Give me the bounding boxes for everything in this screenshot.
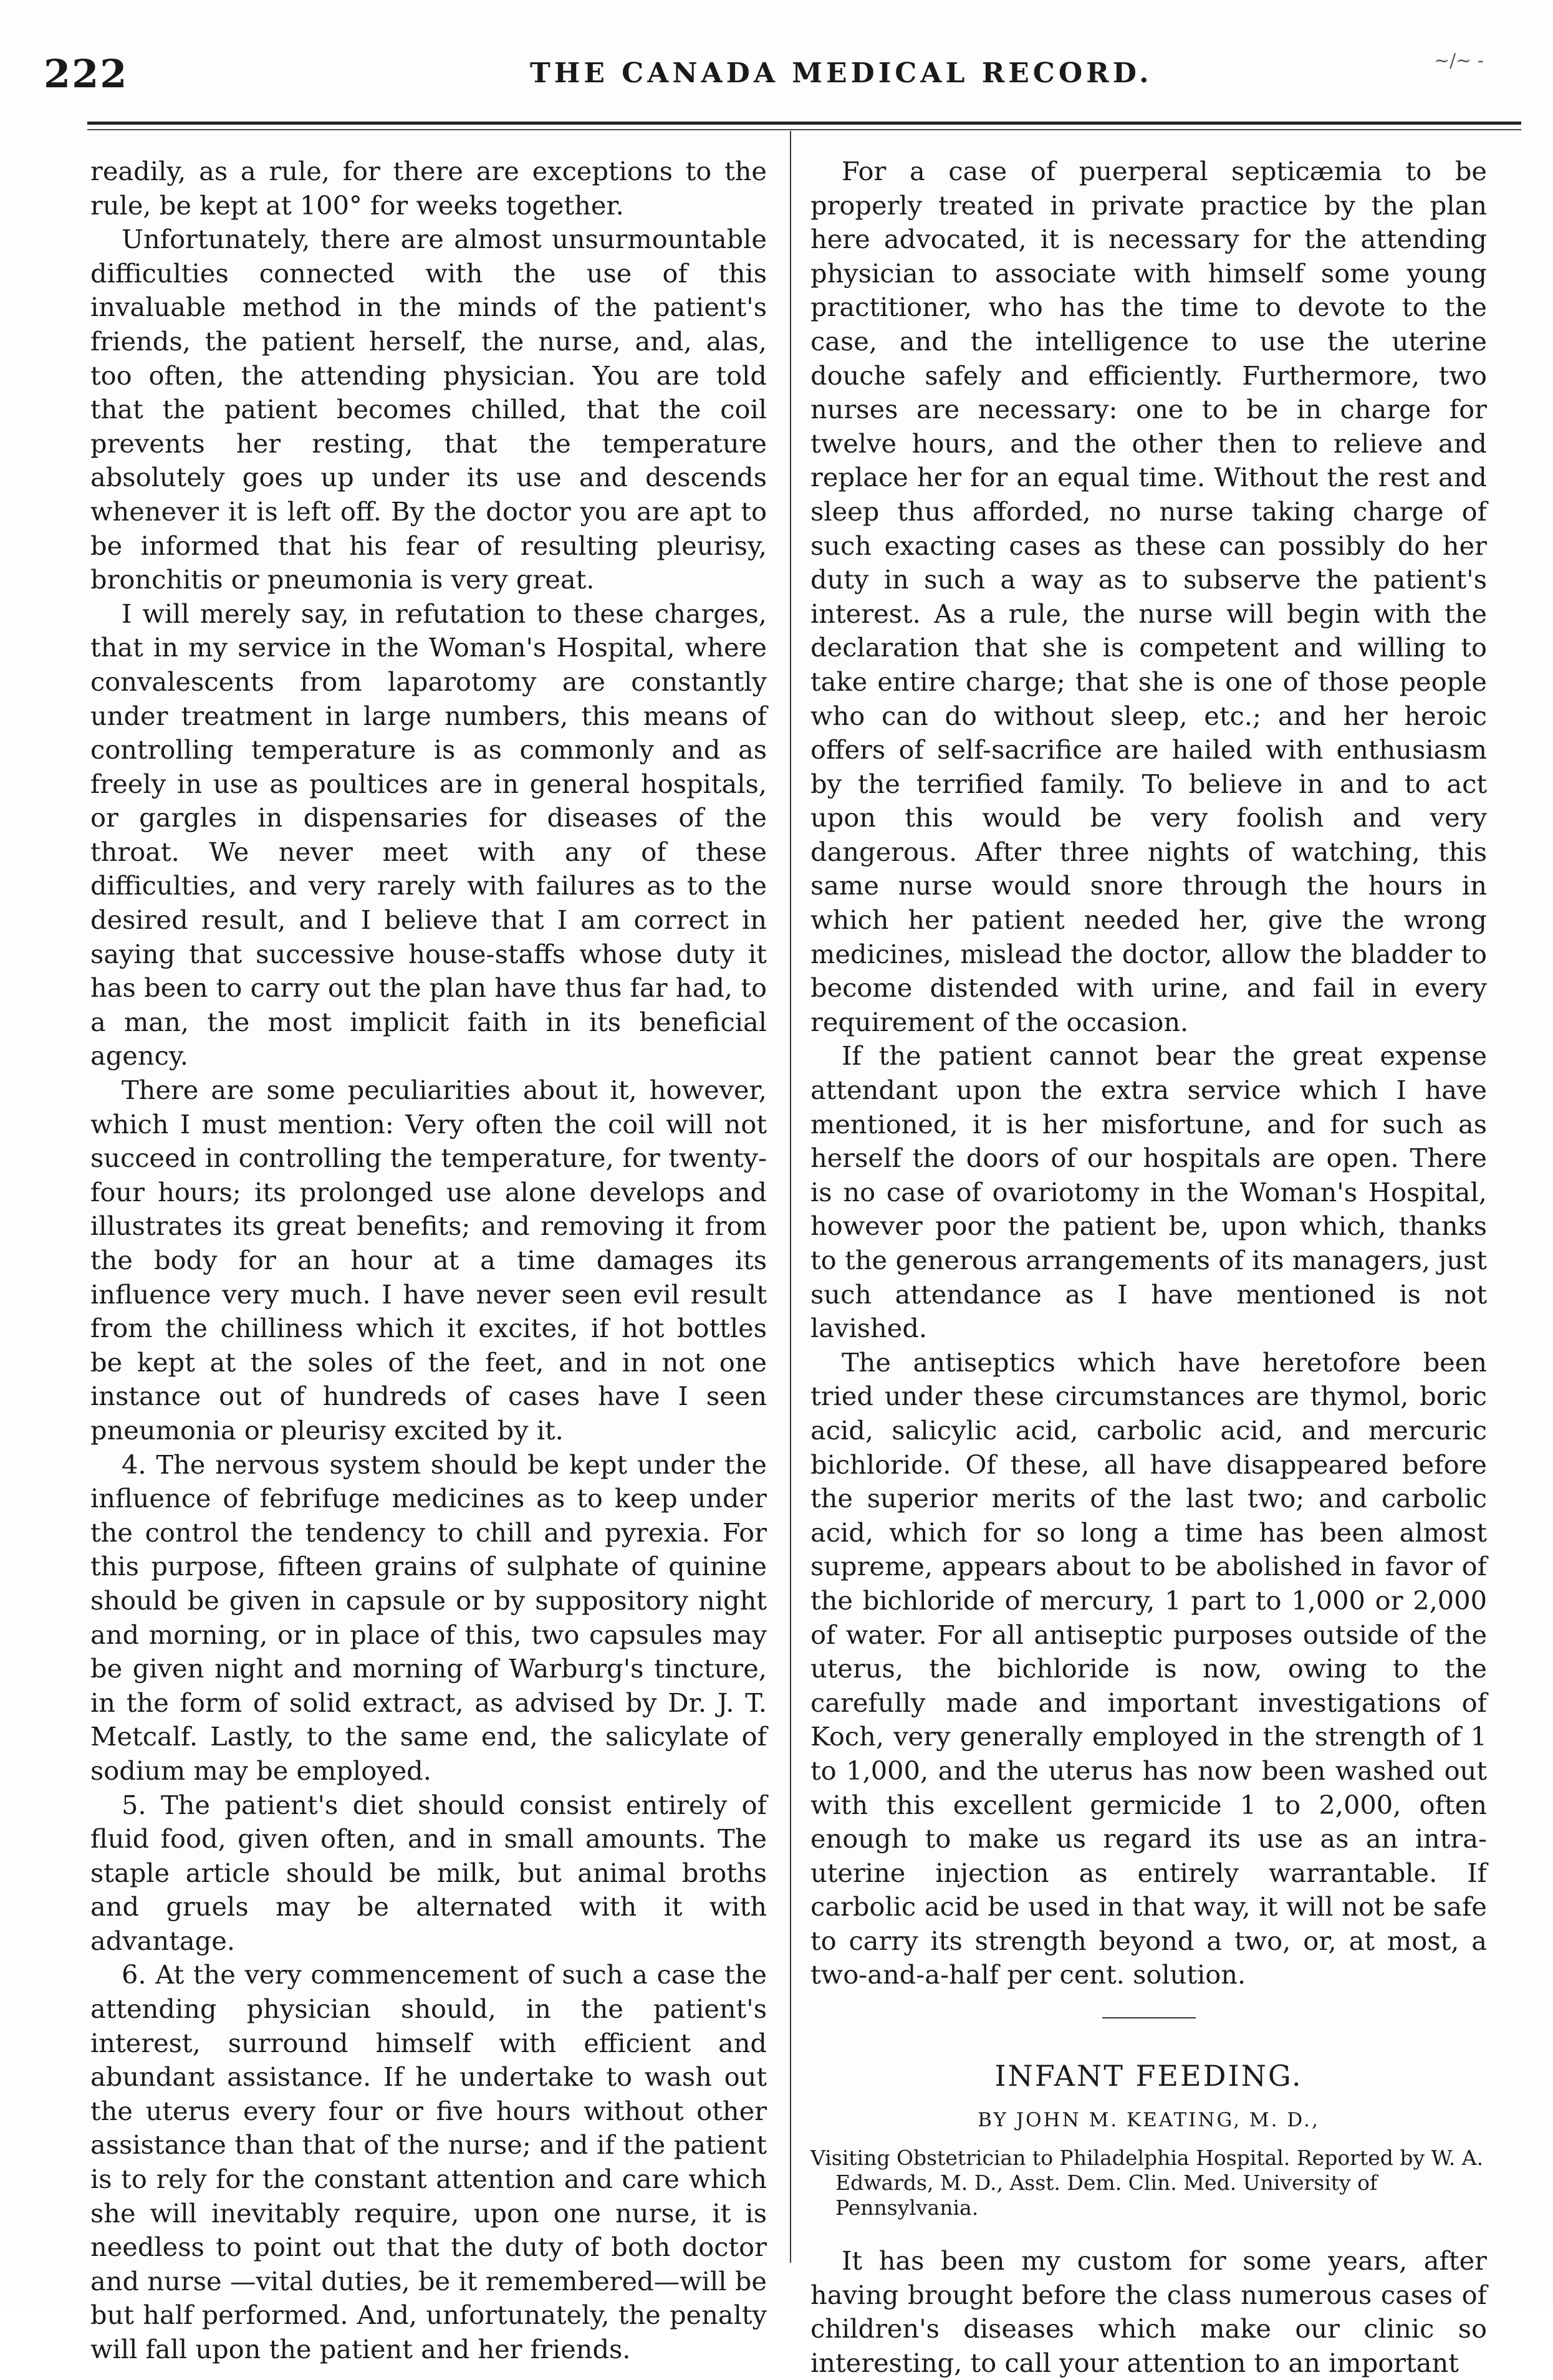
paragraph: There are some peculiarities about it, however, which I must mention: Very often the coil will not succeed in controlling the temperature, for twenty-four hours; its prolonged use alone develops and illustrates its great benefits; and removing it from the body for an hour at a time damages its influence very much. I have never seen evil result from the chilliness which it excites, if hot bottles be kept at the soles of the feet, and in not one instance out of hundreds of cases have I seen pneumonia or pleurisy excited by it. — [90, 1075, 767, 1446]
article-byline: BY JOHN M. KEATING, M. D., — [978, 2109, 1320, 2132]
paragraph: 6. At the very commencement of such a case the attending physician should, in the patient's interest, surround himself with efficient and abundant assistance. If he undertake to wash out the uterus every four or five hours without other assistance than that of the nurse; and if the patient is to rely for the constant attention and care which she will inevitably require, upon one nurse, it is needless to point out that the duty of both doctor and nurse —vital duties, be it remembered—will be but half performed. And, unfortunately, the penalty will fall upon the patient and her friends. — [90, 1959, 767, 2364]
page-header — [44, 44, 1490, 112]
paragraph: For a case of puerperal septicæmia to be properly treated in private practice by the plan here advocated, it is necessary for the attending physician to associate with himself some young practitioner, who has the time to devote to the case, and the intelligence to use the uterine douche safely and efficiently. Furthermore, two nurses are necessary: one to be in charge for twelve hours, and the other then to relieve and replace her for an equal time. Without the rest and sleep thus afforded, no nurse taking charge of such exacting cases as these can possibly do her duty in such a way as to subserve the patient's interest. As a rule, the nurse will begin with the declaration that she is competent and willing to take entire charge; that she is one of those people who can do without sleep, etc.; and her heroic offers of self-sacrifice are hailed with enthusiasm by the terrified family. To believe in and to act upon this would be very foolish and very dangerous. After three nights of watching, this same nurse would snore through the hours in which her patient needed her, give the wrong medicines, mislead the doctor, allow the bladder to become distended with urine, and fail in every requirement of the occasion. — [810, 156, 1487, 1037]
paragraph: readily, as a rule, for there are exceptions to the rule, be kept at 100° for weeks together. — [90, 156, 767, 221]
running-title: THE CANADA MEDICAL RECORD. — [530, 57, 1153, 89]
corner-mark: ~/~ - — [1433, 50, 1484, 72]
section-separator — [1102, 2017, 1196, 2018]
column-divider — [790, 131, 791, 2263]
article-title: INFANT FEEDING. — [994, 2059, 1303, 2093]
paragraph: The antiseptics which have heretofore been tried under these circumstances are thymol, boric acid, salicylic acid, carbolic acid, and mercuric bichloride. Of these, all have disappeared before the superior merits of the last two; and carbolic acid, which for so long a time has been almost supreme, appears about to be abolished in favor of the bichloride of mercury, 1 part to 1,000 or 2,000 of water. For all antiseptic purposes outside of the uterus, the bichloride is now, owing to the carefully made and important investigations of Koch, very generally employed in the strength of 1 to 1,000, and the uterus has now been washed out with this excellent germicide 1 to 2,000, often enough to make us regard its use as an intra-uterine injection as entirely warrantable. If carbolic acid be used in that way, it will not be safe to carry its strength beyond a two, or, at most, a two-and-a-half per cent. solution. — [810, 1346, 1487, 1990]
paragraph: I will merely say, in refutation to these charges, that in my service in the Woman's Hospital, where convalescents from laparotomy are constantly under treatment in large numbers, this means of controlling temperature is as commonly and as freely in use as poultices are in general hospitals, or gargles in dispensaries for diseases of the throat. We never meet with any of these difficulties, and very rarely with failures as to the desired result, and I believe that I am correct in saying that successive house-staffs whose duty it has been to carry out the plan have thus far had, to a man, the most implicit faith in its beneficial agency. — [90, 598, 767, 1072]
header-rule — [87, 122, 1521, 125]
left-column — [90, 155, 767, 2367]
right-column — [810, 155, 1487, 2380]
page-number: 222 — [44, 51, 128, 97]
paragraph: If the patient cannot bear the great expense attendant upon the extra service which I have mentioned, it is her misfortune, and for such as herself the doors of our hospitals are open. There is no case of ovariotomy in the Woman's Hospital, however poor the patient be, upon which, thanks to the generous arrangements of its managers, just such attendance as I have mentioned is not lavished. — [810, 1040, 1487, 1344]
paragraph: Unfortunately, there are almost unsurmountable difficulties connected with the use of this invaluable method in the minds of the patient's friends, the patient herself, the nurse, and, alas, too often, the attending physician. You are told that the patient becomes chilled, that the coil prevents her resting, that the temperature absolutely goes up under its use and descends whenever it is left off. By the doctor you are apt to be informed that his fear of resulting pleurisy, bronchitis or pneumonia is very great. — [90, 224, 767, 595]
paragraph: It has been my custom for some years, after having brought before the class numerous cases of children's diseases which make our clinic so interesting, to call your attention to an important — [810, 2245, 1487, 2378]
article-affiliation: Visiting Obstetrician to Philadelphia Hospital. Reported by W. A. Edwards, M. D., Asst. Dem. Clin. Med. University of Pennsylvania. — [810, 2146, 1484, 2220]
paragraph: 5. The patient's diet should consist entirely of fluid food, given often, and in small amounts. The staple article should be milk, but animal broths and gruels may be alternated with it with advantage. — [90, 1789, 767, 1956]
header-rule-thin — [87, 129, 1521, 130]
paragraph: 4. The nervous system should be kept under the influence of febrifuge medicines as to keep under the control the tendency to chill and pyrexia. For this purpose, fifteen grains of sulphate of quinine should be given in capsule or by suppository night and morning, or in place of this, two capsules may be given night and morning of Warburg's tincture, in the form of solid extract, as advised by Dr. J. T. Metcalf. Lastly, to the same end, the salicylate of sodium may be employed. — [90, 1449, 767, 1786]
